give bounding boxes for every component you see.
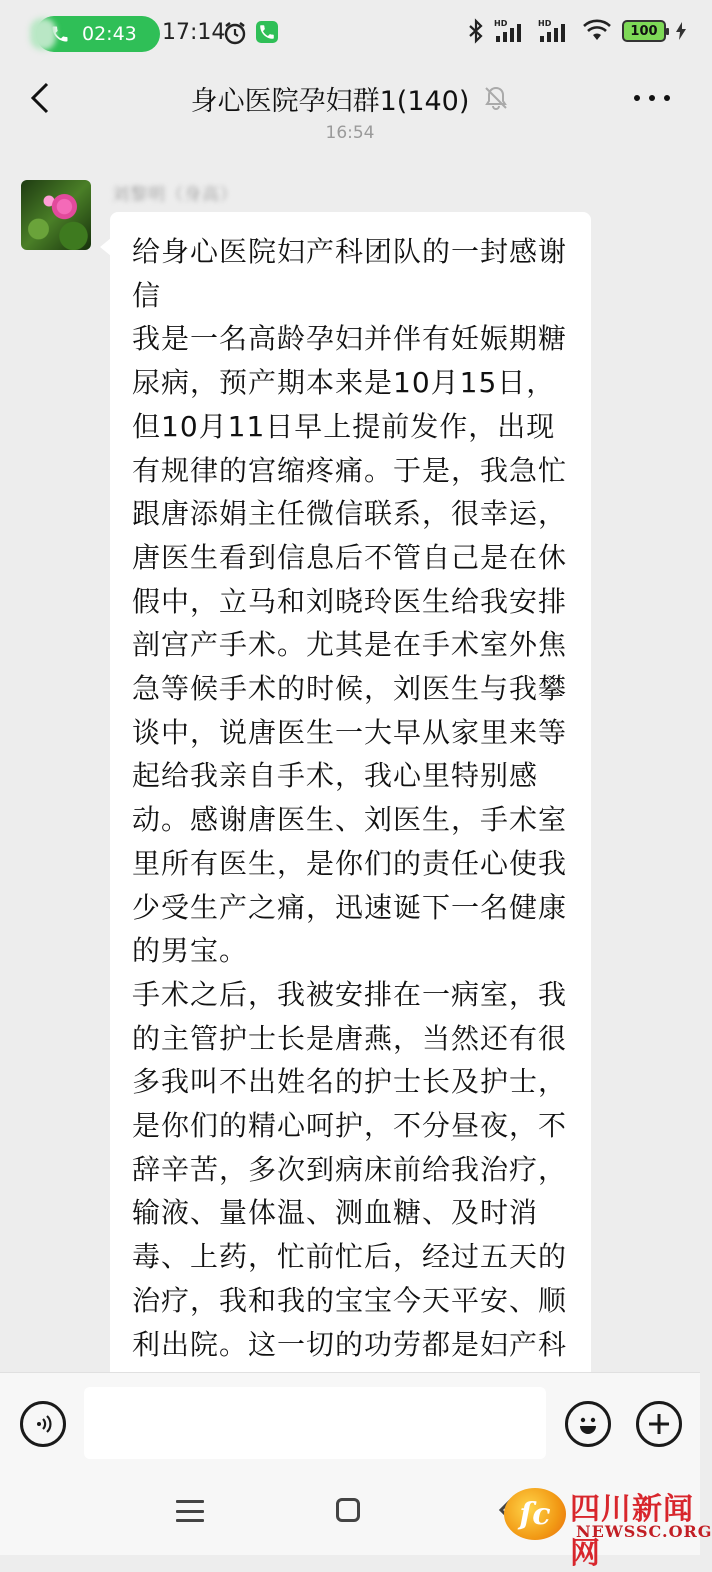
- menu-icon: [176, 1500, 204, 1503]
- emoji-icon: [574, 1410, 602, 1438]
- more-actions-button[interactable]: [636, 1401, 682, 1447]
- status-bar: [0, 0, 700, 68]
- menu-icon: [176, 1510, 204, 1513]
- mute-bell-icon: [483, 85, 509, 111]
- watermark-name-cn: 四川新闻网: [570, 1492, 694, 1571]
- message-input[interactable]: [84, 1387, 546, 1459]
- signal-2-label: HD: [538, 19, 552, 28]
- blurred-region: [30, 18, 56, 50]
- avatar[interactable]: [21, 180, 91, 250]
- chat-title: 身心医院孕妇群1(140): [190, 85, 470, 117]
- back-button[interactable]: [22, 80, 58, 116]
- phone-icon: [256, 21, 278, 43]
- voice-button[interactable]: [20, 1401, 66, 1447]
- chat-header: [0, 68, 700, 128]
- plus-icon: [646, 1411, 672, 1437]
- back-arrow-icon: [30, 82, 50, 114]
- emoji-button[interactable]: [565, 1401, 611, 1447]
- call-app-icon: [256, 21, 278, 43]
- status-icons: [468, 18, 686, 44]
- message-bubble[interactable]: [110, 212, 591, 1382]
- call-timer: 02:43: [82, 23, 137, 45]
- menu-button[interactable]: [176, 1500, 204, 1522]
- wifi-icon: [582, 19, 612, 43]
- signal-1-label: HD: [494, 19, 508, 28]
- alarm-icon: [222, 20, 248, 46]
- clock: 17:14: [162, 20, 226, 45]
- site-watermark: [500, 1480, 712, 1571]
- battery-icon: 100: [622, 20, 666, 42]
- message-timestamp: 16:54: [325, 123, 375, 143]
- bluetooth-icon: [468, 19, 484, 43]
- message-text: 给身心医院妇产科团队的一封感谢信 我是一名高龄孕妇并伴有妊娠期糖尿病，预产期本来是10月15日，但10月11日早上提前发作，出现有规律的宫缩疼痛。于是，我急忙跟唐添娟主任微信联系，很幸运，唐医生看到信息后不管自己是在休假中，立马和刘晓玲医生给我安排剖宫产手术。尤其是在手术室外焦急等候手术的时候，刘医生与我攀谈中，说唐医生一大早从家里来等起给我亲自手术，我心里特别感动。感谢唐医生、刘医生，手术室里所有医生，是你们的责任心使我少受生产之痛，迅速诞下一名健康的男宝。 手术之后，我被安排在一病室，我的主管护士长是唐燕，当然还有很多我叫不出姓名的护士长及护士，是你们的精心呵护，不分昼夜，不辞辛苦，多次到病床前给我治疗，输液、量体温、测血糖、及时消毒、上药，忙前忙后，经过五天的治疗，我和我的宝宝今天平安、顺利出院。这一切的功劳都是妇产科: [132, 235, 568, 1361]
- signal-icon: [538, 18, 572, 44]
- more-options-button[interactable]: [634, 84, 670, 112]
- ongoing-call-pill[interactable]: [36, 16, 160, 52]
- more-dots-icon: [634, 95, 640, 101]
- more-dots-icon: [649, 95, 655, 101]
- input-bar: [0, 1372, 700, 1472]
- menu-icon: [176, 1519, 204, 1522]
- home-button[interactable]: [336, 1498, 360, 1522]
- voice-icon: [31, 1412, 55, 1436]
- watermark-logo: ſc: [504, 1488, 566, 1540]
- more-dots-icon: [664, 95, 670, 101]
- watermark-name-en: NEWSSC.ORG: [576, 1522, 712, 1541]
- signal-icon: [494, 18, 528, 44]
- charging-icon: [676, 22, 686, 40]
- sender-name: 刘黎明（身高）: [112, 185, 238, 205]
